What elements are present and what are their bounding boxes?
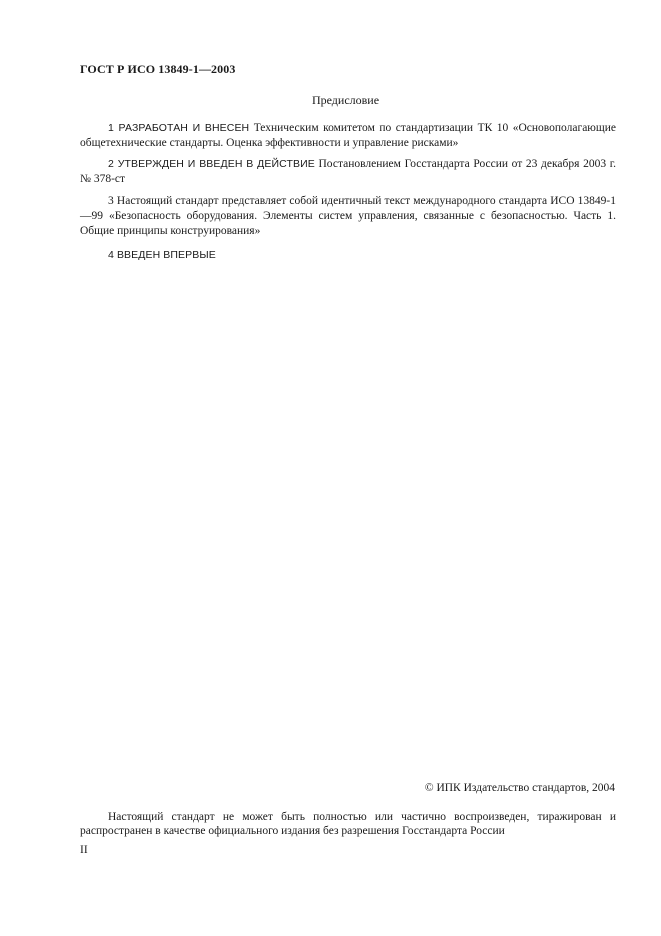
preface-item-4 [80,248,616,263]
reproduction-notice: Настоящий стандарт не может быть полностью или частично воспроизведен, тиражирован и распространен в качестве официального издания без разрешения Госстандарта России [80,811,616,837]
preface-item-2-lead: 2 УТВЕРЖДЕН И ВВЕДЕН В ДЕЙСТВИЕ [108,158,315,170]
preface-item-1-lead: 1 РАЗРАБОТАН И ВНЕСЕН [108,122,250,134]
preface-item-4-lead: 4 ВВЕДЕН ВПЕРВЫЕ [108,249,216,261]
document-code: ГОСТ Р ИСО 13849-1—2003 [80,62,236,76]
page-number: II [80,844,88,856]
preface-item-1 [80,121,616,151]
preface-item-2 [80,157,616,187]
preface-title: Предисловие [311,93,380,107]
preface-item-3-text: 3 Настоящий стандарт представляет собой идентичный текст международного стандарта ИСО 13849-1—99 «Безопасность оборудования. Элементы систем управления, связанные с безопасностью. Часть 1. Общие принципы конструирования» [80,195,616,237]
preface-item-2-text: Постановлением Госстандарта России от 23 декабря 2003 г. № 378-ст [80,158,617,185]
preface-item-3 [80,194,616,239]
preface-item-1-text: Техническим комитетом по стандартизации ТК 10 «Основополагающие общетехнические стандарты. Оценка эффективности и управление рисками» [80,122,617,149]
copyright-line: © ИПК Издательство стандартов, 2004 [424,782,615,794]
